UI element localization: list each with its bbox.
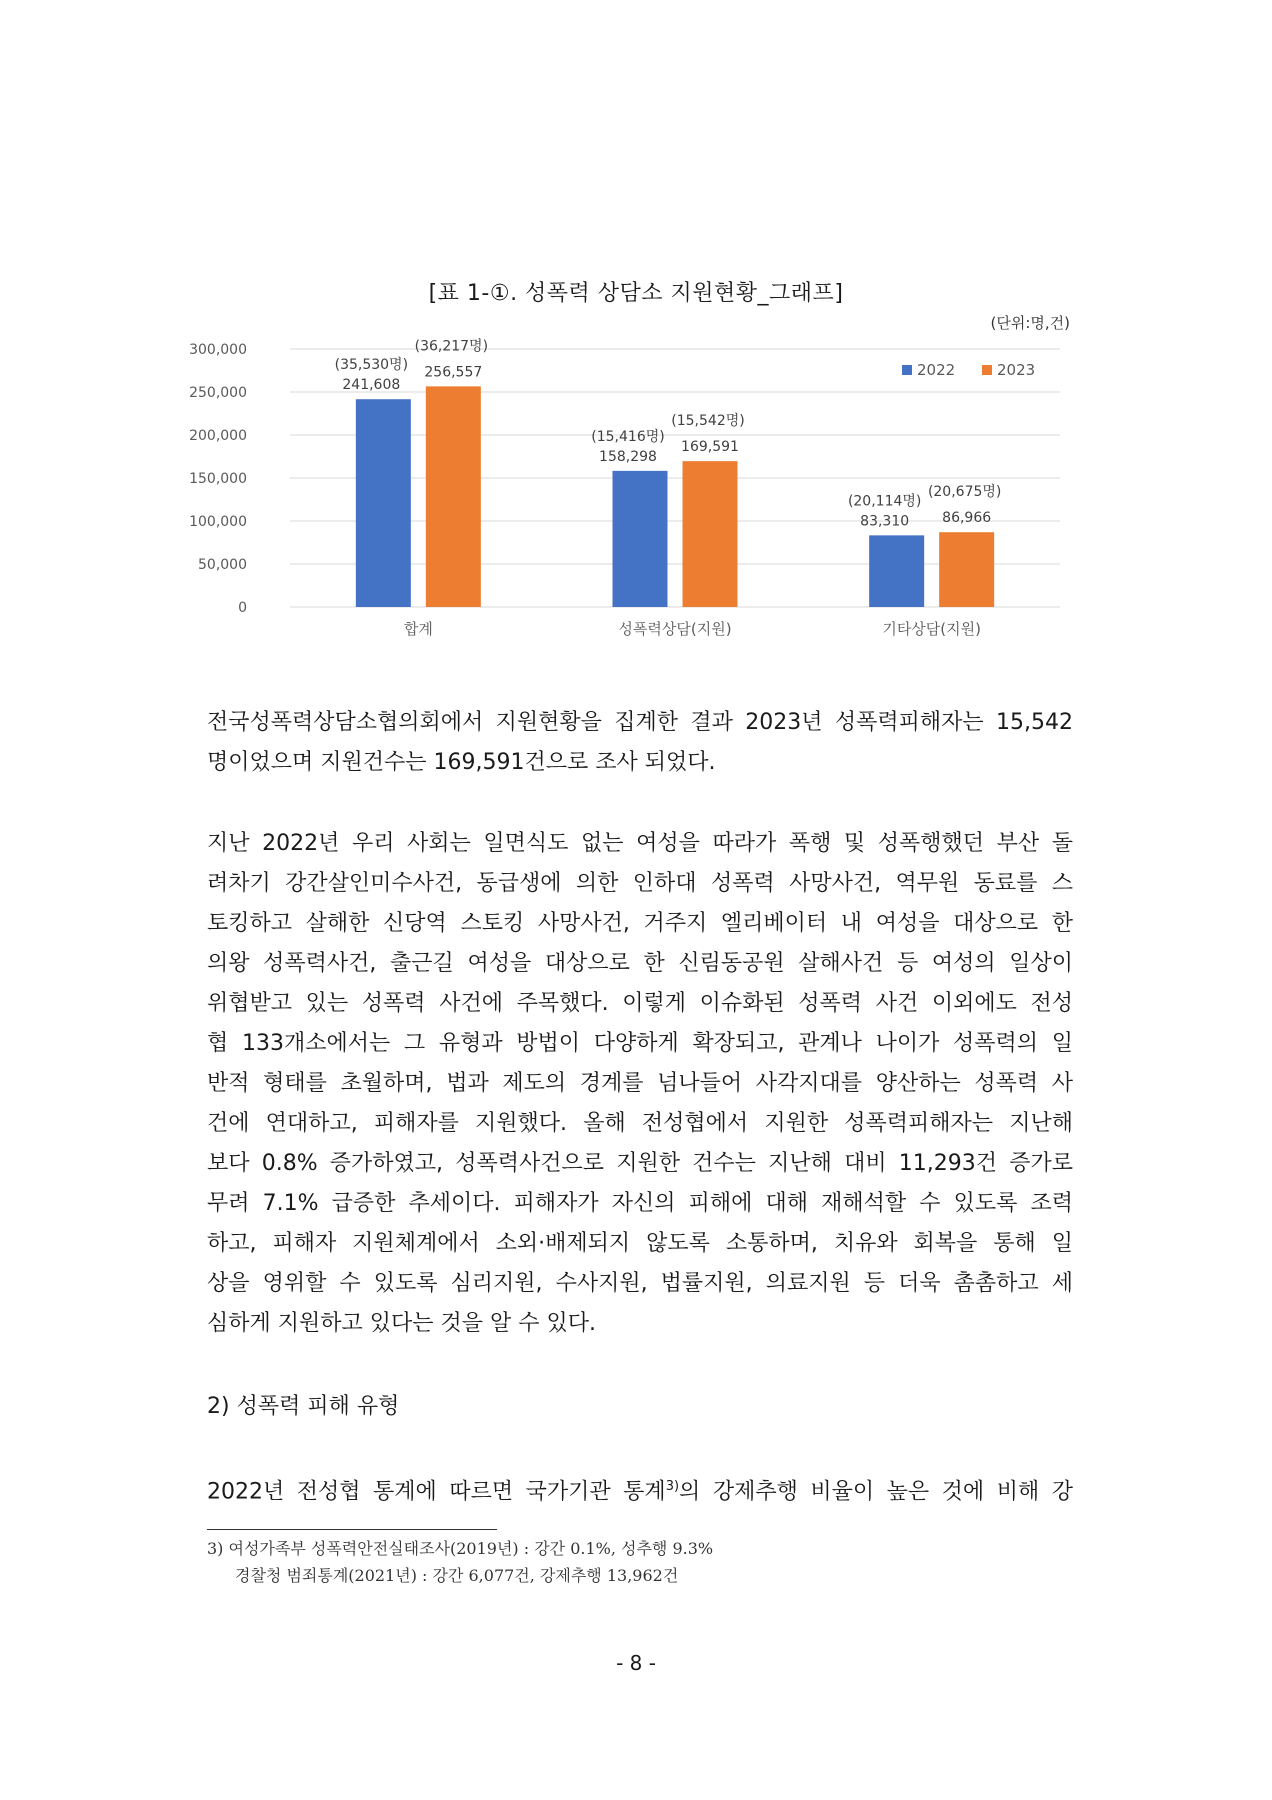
paragraph-background (207, 824, 1073, 1344)
bar-2022 (613, 471, 668, 607)
paragraph-line: 지난 2022년 우리 사회는 일면식도 없는 여성을 따라가 폭행 및 성폭행했던 부산 돌 (207, 831, 1073, 856)
bar-2023 (683, 461, 738, 607)
paragraph-line: 반적 형태를 초월하며, 법과 제도의 경계를 넘나들어 사각지대를 양산하는 성폭력 사 (207, 1071, 1073, 1096)
paragraph-line: 하고, 피해자 지원체계에서 소외·배제되지 않도록 소통하며, 치유와 회복을 통해 일 (207, 1231, 1073, 1256)
page-number: - 8 - (616, 1651, 656, 1675)
y-tick-label: 100,000 (189, 514, 247, 530)
paragraph-line: 명이었으며 지원건수는 169,591건으로 조사 되었다. (207, 750, 716, 775)
paragraph-line: 토킹하고 살해한 신당역 스토킹 사망사건, 거주지 엘리베이터 내 여성을 대상으로 한 (207, 911, 1073, 936)
footnotes (207, 1535, 713, 1589)
footnote-line: 3) 여성가족부 성폭력안전실태조사(2019년) : 강간 0.1%, 성추행 9.3% (207, 1539, 714, 1558)
paragraph-types (207, 1467, 1073, 1507)
x-category-label: 기타상담(지원) (882, 620, 981, 638)
y-tick-label: 50,000 (198, 557, 247, 573)
persons-label: (20,114명) (847, 493, 922, 510)
figure-title: [표 1-①. 성폭력 상담소 지원현황_그래프] (428, 281, 844, 306)
y-tick-label: 300,000 (189, 342, 247, 358)
paragraph-line: 의왕 성폭력사건, 출근길 여성을 대상으로 한 신림동공원 살해사건 등 여성의 일상이 (207, 951, 1073, 976)
data-label: 86,966 (942, 510, 992, 527)
persons-label: (35,530명) (334, 357, 409, 374)
y-tick-label: 0 (238, 600, 247, 616)
paragraph-line: 위협받고 있는 성폭력 사건에 주목했다. 이렇게 이슈화된 성폭력 사건 이외에도 전성 (207, 991, 1073, 1016)
paragraph-line: 무려 7.1% 급증한 추세이다. 피해자가 자신의 피해에 대해 재해석할 수 있도록 조력 (207, 1191, 1073, 1216)
data-label: 158,298 (599, 448, 657, 465)
bar-2022 (869, 535, 924, 607)
persons-label: (15,416명) (591, 428, 665, 445)
legend-label: 2023 (997, 361, 1036, 379)
paragraph-line: 건에 연대하고, 피해자를 지원했다. 올해 전성협에서 지원한 성폭력피해자는 지난해 (207, 1111, 1073, 1136)
bar-chart (189, 328, 1080, 648)
persons-label: (36,217명) (414, 338, 489, 355)
paragraph-line: 심하게 지원하고 있다는 것을 알 수 있다. (207, 1311, 596, 1336)
persons-label: (15,542명) (671, 413, 745, 430)
paragraph-line: 보다 0.8% 증가하였고, 성폭력사건으로 지원한 건수는 지난해 대비 11,293건 증가로 (207, 1151, 1073, 1176)
paragraph-line: 전국성폭력상담소협의회에서 지원현황을 집계한 결과 2023년 성폭력피해자는 15,542 (207, 710, 1073, 735)
text-segment: 2022년 전성협 통계에 따르면 국가기관 통계 (207, 1479, 666, 1505)
paragraph-summary (207, 703, 1073, 783)
bar-2023 (426, 386, 481, 607)
data-label: 241,608 (342, 377, 401, 394)
bar-2023 (939, 532, 994, 607)
paragraph-line: 협 133개소에서는 그 유형과 방법이 다양하게 확장되고, 관계나 나이가 성폭력의 일 (207, 1031, 1073, 1056)
paragraph-line (207, 1467, 1073, 1507)
legend-label: 2022 (917, 361, 956, 379)
figure-unit: (단위:명,건) (990, 314, 1070, 332)
y-tick-label: 200,000 (189, 428, 247, 444)
bar-2022 (356, 399, 411, 607)
paragraph-line: 상을 영위할 수 있도록 심리지원, 수사지원, 법률지원, 의료지원 등 더욱 촘촘하고 세 (207, 1271, 1073, 1296)
x-category-label: 합계 (403, 620, 433, 638)
y-tick-label: 250,000 (189, 385, 247, 401)
data-label: 83,310 (860, 513, 910, 530)
text-segment: 의 강제추행 비율이 높은 것에 비해 강 (679, 1479, 1073, 1505)
footnote-line: 경찰청 범죄통계(2021년) : 강간 6,077건, 강제추행 13,962건 (235, 1566, 679, 1585)
paragraph-line: 려차기 강간살인미수사건, 동급생에 의한 인하대 성폭력 사망사건, 역무원 동료를 스 (207, 871, 1073, 896)
legend-swatch-2023 (982, 365, 992, 375)
data-label: 169,591 (681, 439, 739, 456)
data-label: 256,557 (424, 364, 483, 381)
x-category-label: 성폭력상담(지원) (618, 620, 732, 638)
footnote-divider (207, 1529, 497, 1530)
footnote-ref[interactable]: 3) (665, 1479, 680, 1494)
legend-swatch-2022 (902, 365, 912, 375)
persons-label: (20,675명) (927, 484, 1002, 501)
y-tick-label: 150,000 (189, 471, 247, 487)
section-heading: 2) 성폭력 피해 유형 (207, 1394, 400, 1419)
